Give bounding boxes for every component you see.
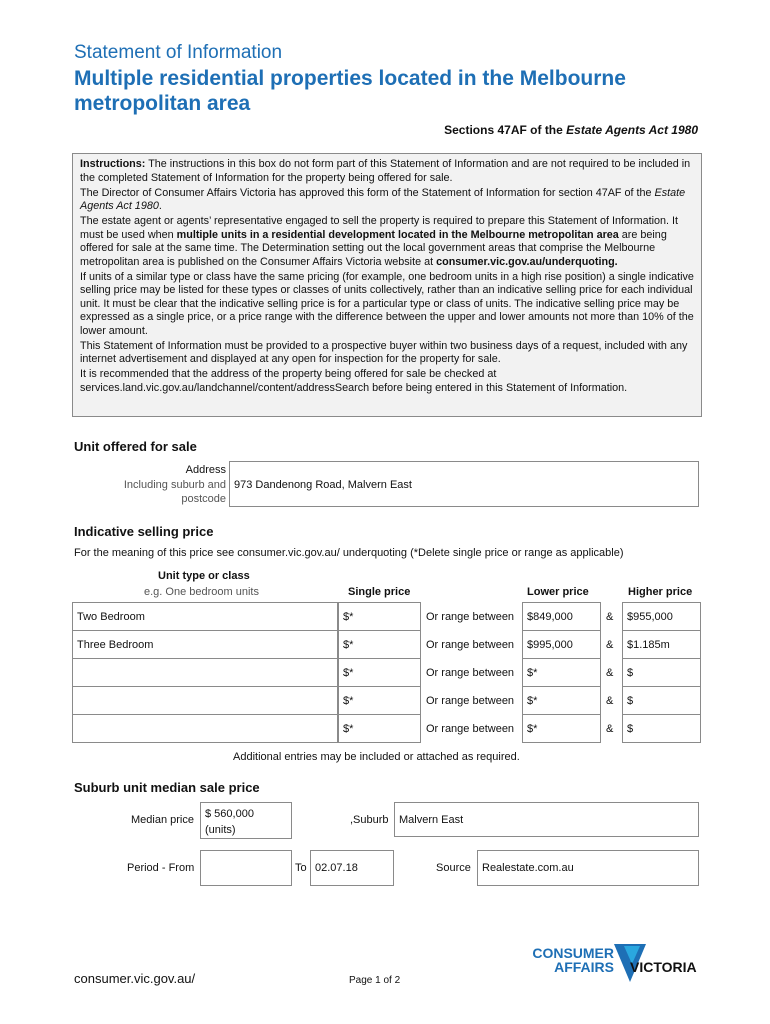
instructions-label: Instructions: bbox=[80, 158, 146, 170]
period-to-field[interactable]: 02.07.18 bbox=[310, 850, 394, 886]
address-label-line-1: Address bbox=[185, 464, 226, 476]
suburb-field[interactable]: Malvern East bbox=[394, 802, 699, 837]
unit-type-field[interactable] bbox=[72, 686, 338, 715]
footer-website[interactable]: consumer.vic.gov.au/ bbox=[74, 971, 196, 986]
median-price-heading: Suburb unit median sale price bbox=[74, 780, 260, 795]
median-price-value: $ 560,000 bbox=[205, 808, 254, 820]
instructions-text-3b: multiple units in a residential development located in the Melbourne metropolitan area bbox=[176, 228, 619, 241]
act-name: Estate Agents Act 1980 bbox=[566, 123, 698, 137]
address-label-line-3: postcode bbox=[181, 493, 226, 505]
instructions-link[interactable]: consumer.vic.gov.au/underquoting. bbox=[436, 255, 618, 268]
higher-price-field[interactable]: $955,000 bbox=[622, 602, 701, 631]
unit-type-field[interactable] bbox=[72, 714, 338, 743]
column-header-unit-example: e.g. One bedroom units bbox=[144, 586, 259, 598]
column-header-higher-price: Higher price bbox=[628, 586, 693, 598]
sections-prefix: Sections 47AF of the bbox=[444, 123, 567, 137]
unit-type-field[interactable] bbox=[72, 658, 338, 687]
ampersand: & bbox=[606, 611, 614, 623]
median-price-label: Median price bbox=[131, 814, 194, 826]
instructions-text-3a: The estate agent or agents’ representative engaged to sell the property is required to prepare this Statement of Information. It must be used when bbox=[80, 215, 678, 241]
lower-price-field[interactable]: $849,000 bbox=[522, 602, 601, 631]
single-price-field[interactable]: $* bbox=[338, 686, 421, 715]
instructions-paragraph-2 bbox=[80, 187, 694, 214]
page-number: Page 1 of 2 bbox=[349, 975, 401, 986]
additional-entries-note: Additional entries may be included or attached as required. bbox=[233, 751, 520, 763]
instructions-paragraph-4: If units of a similar type or class have the same pricing (for example, one bedroom units in a high rise position) a single indicative selling price may be listed for these types or classes of units collectively, rather than an indicative selling price for each individual unit. It must be clear that the indicative selling price is for a particular type or class of units. The indicative selling price may be expressed as a single price, or a price range with the difference between the upper and lower amounts not more than 10% of the lower amount. bbox=[80, 270, 694, 337]
ampersand: & bbox=[606, 723, 614, 735]
consumer-affairs-victoria-logo bbox=[528, 942, 706, 988]
document-label: Statement of Information bbox=[74, 42, 283, 63]
instructions-paragraph-5: This Statement of Information must be provided to a prospective buyer within two business days of a request, included with any internet advertisement and displayed at any open for inspection for the property for sale. bbox=[80, 339, 688, 365]
unit-type-field[interactable]: Three Bedroom bbox=[72, 630, 338, 659]
instructions-text-2-end: . bbox=[158, 200, 162, 212]
indicative-price-heading: Indicative selling price bbox=[74, 524, 214, 539]
median-price-unit-note: (units) bbox=[205, 824, 236, 836]
suburb-label: ,Suburb bbox=[350, 814, 389, 826]
ampersand: & bbox=[606, 695, 614, 707]
instructions-paragraph-3 bbox=[80, 215, 694, 269]
source-field[interactable]: Realestate.com.au bbox=[477, 850, 699, 886]
instructions-act-name: Estate Agents Act 1980 bbox=[80, 186, 686, 212]
single-price-field[interactable]: $* bbox=[338, 602, 421, 631]
unit-offered-heading: Unit offered for sale bbox=[74, 439, 197, 454]
lower-price-field[interactable]: $995,000 bbox=[522, 630, 601, 659]
lower-price-field[interactable]: $* bbox=[522, 714, 601, 743]
higher-price-field[interactable]: $ bbox=[622, 686, 701, 715]
median-price-field[interactable] bbox=[200, 802, 292, 839]
indicative-price-note: For the meaning of this price see consumer.vic.gov.au/ underquoting (*Delete single price or range as applicable) bbox=[74, 547, 624, 559]
range-label: Or range between bbox=[426, 639, 515, 651]
source-label: Source bbox=[436, 862, 471, 874]
range-label: Or range between bbox=[426, 667, 515, 679]
range-label: Or range between bbox=[426, 723, 515, 735]
higher-price-field[interactable]: $ bbox=[622, 714, 701, 743]
lower-price-field[interactable]: $* bbox=[522, 686, 601, 715]
period-from-label: Period - From bbox=[127, 862, 195, 874]
higher-price-field[interactable]: $1.185m bbox=[622, 630, 701, 659]
single-price-field[interactable]: $* bbox=[338, 630, 421, 659]
logo-text-consumer: CONSUMER bbox=[532, 945, 614, 961]
sections-reference bbox=[444, 123, 698, 137]
instructions-text-2: The Director of Consumer Affairs Victoria has approved this form of the Statement of Information for section 47AF of the bbox=[80, 186, 655, 199]
ampersand: & bbox=[606, 667, 614, 679]
unit-type-field[interactable]: Two Bedroom bbox=[72, 602, 338, 631]
period-to-label: To bbox=[295, 862, 307, 874]
instructions-box bbox=[72, 153, 702, 417]
lower-price-field[interactable]: $* bbox=[522, 658, 601, 687]
address-label-line-2: Including suburb and bbox=[123, 478, 226, 491]
range-label: Or range between bbox=[426, 611, 515, 623]
column-header-single-price: Single price bbox=[348, 586, 411, 598]
period-from-field[interactable] bbox=[200, 850, 292, 886]
address-field[interactable]: 973 Dandenong Road, Malvern East bbox=[229, 461, 699, 507]
logo-text-affairs: AFFAIRS bbox=[554, 959, 614, 975]
address-label bbox=[90, 463, 226, 507]
single-price-field[interactable]: $* bbox=[338, 658, 421, 687]
column-header-unit-type: Unit type or class bbox=[158, 570, 250, 582]
page-title: Multiple residential properties located in the Melbourne metropolitan area bbox=[74, 67, 626, 115]
higher-price-field[interactable]: $ bbox=[622, 658, 701, 687]
column-header-lower-price: Lower price bbox=[527, 586, 589, 598]
range-label: Or range between bbox=[426, 695, 515, 707]
instructions-paragraph-1 bbox=[80, 158, 694, 185]
ampersand: & bbox=[606, 639, 614, 651]
instructions-paragraph-6: It is recommended that the address of the property being offered for sale be checked at services.land.vic.gov.au/landchannel/content/addressSearch before being entered in this Statement of Information. bbox=[80, 368, 628, 394]
logo-text-victoria: VICTORIA bbox=[630, 959, 697, 975]
instructions-text-3c: are being offered for sale at the same time. The Determination setting out the local government areas that comprise the Melbourne metropolitan area is published on the Consumer Affairs Victoria website at bbox=[80, 228, 667, 268]
instructions-text-1: The instructions in this box do not form part of this Statement of Information and are not required to be included in the completed Statement of Information for the property being offered for sale. bbox=[80, 158, 691, 184]
single-price-field[interactable]: $* bbox=[338, 714, 421, 743]
